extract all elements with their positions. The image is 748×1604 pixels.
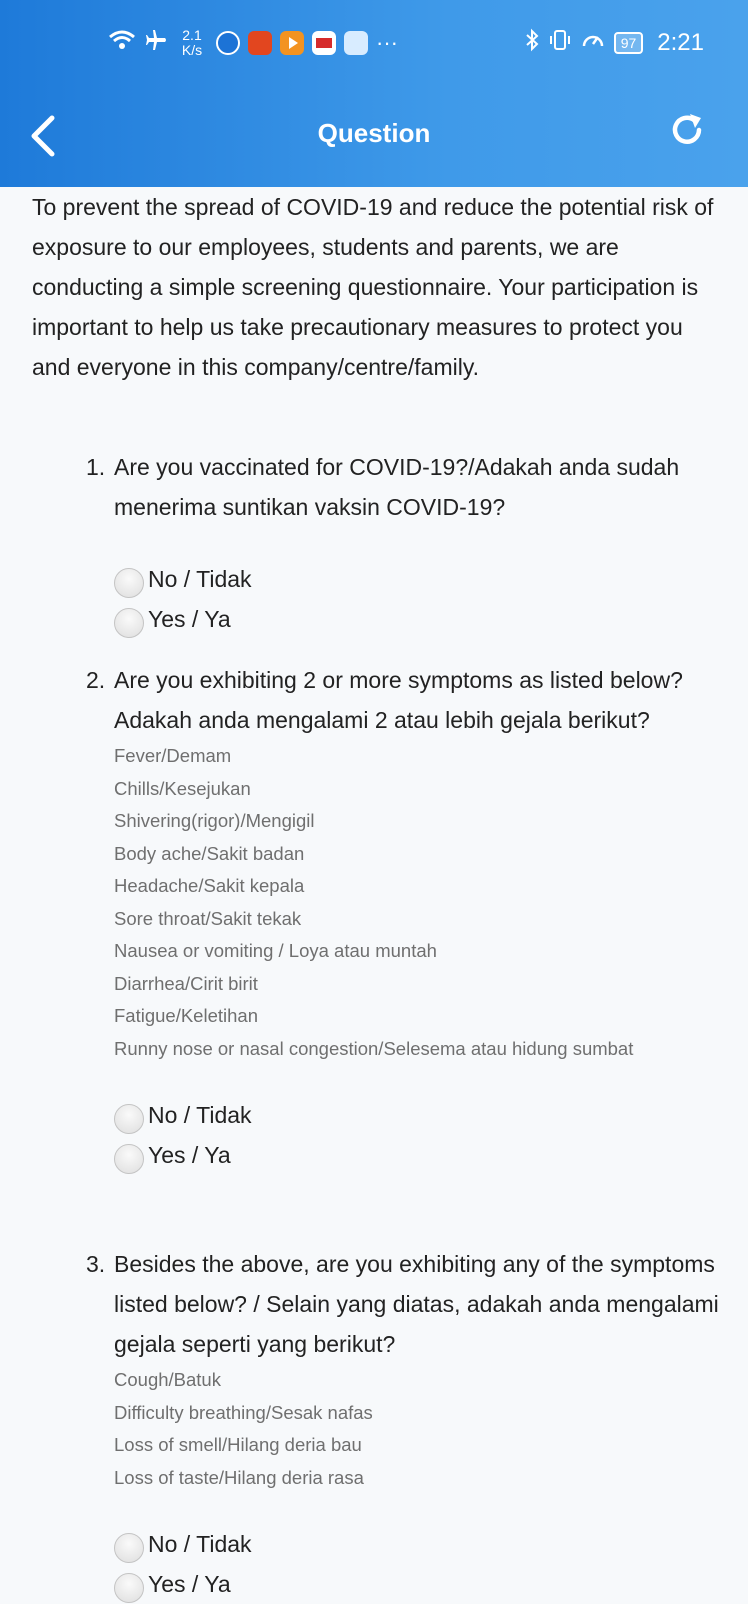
radio-button[interactable] [114, 568, 144, 598]
symptom-item: Fever/Demam [114, 745, 232, 766]
question-text: Are you vaccinated for COVID-19?/Adakah anda sudah menerima suntikan vaksin COVID-19? [114, 454, 680, 520]
clock: 2:21 [657, 29, 704, 56]
question-text: Are you exhibiting 2 or more symptoms as listed below? Adakah anda mengalami 2 atau lebih gejala berikut? [114, 667, 683, 733]
store-app-icon [344, 31, 368, 55]
symptom-item: Headache/Sakit kepala [114, 875, 305, 896]
symptom-item: Runny nose or nasal congestion/Selesema atau hidung sumbat [114, 1037, 634, 1059]
symptom-list [114, 1364, 726, 1494]
option-yes[interactable] [114, 1135, 726, 1175]
answer-options [114, 559, 726, 639]
status-bar [0, 22, 748, 66]
symptom-item: Shivering(rigor)/Mengigil [114, 810, 315, 831]
refresh-button[interactable] [668, 110, 708, 150]
refresh-icon [668, 110, 708, 150]
option-yes[interactable] [114, 599, 726, 639]
network-speed-value: 2.1 [182, 27, 202, 43]
video-app-icon [280, 31, 304, 55]
airplane-icon [144, 28, 168, 58]
option-label: Yes / Ya [148, 1141, 231, 1168]
radio-button[interactable] [114, 1533, 144, 1563]
option-label: No / Tidak [148, 565, 252, 592]
vibrate-icon [548, 28, 572, 58]
symptom-item: Diarrhea/Cirit birit [114, 972, 258, 994]
symptom-item: Difficulty breathing/Sesak nafas [114, 1401, 373, 1423]
browser-app-icon [216, 31, 240, 55]
symptom-item: Nausea or vomiting / Loya atau muntah [114, 940, 437, 961]
question-2 [86, 660, 726, 1175]
symptom-item: Chills/Kesejukan [114, 777, 251, 799]
network-speed [176, 28, 208, 58]
option-no[interactable] [114, 1524, 726, 1564]
radio-button[interactable] [114, 1144, 144, 1174]
answer-options [114, 1095, 726, 1175]
symptom-item: Loss of taste/Hilang deria rasa [114, 1466, 364, 1488]
wifi-icon [108, 29, 136, 57]
option-yes[interactable] [114, 1564, 726, 1604]
answer-options [114, 1524, 726, 1604]
symptom-item: Cough/Batuk [114, 1369, 221, 1390]
symptom-item: Loss of smell/Hilang deria bau [114, 1434, 362, 1455]
intro-text: To prevent the spread of COVID-19 and reduce the potential risk of exposure to our employees, students and parents, we are conducting a simple screening questionnaire. Your participation is important to help us take precautionary measures to protect you and everyone in this company/centre/family. [32, 194, 714, 380]
battery-indicator: 97 [614, 32, 644, 54]
network-speed-unit: K/s [181, 42, 203, 58]
question-text: Besides the above, are you exhibiting any of the symptoms listed below? / Selain yang diatas, adakah anda mengalami gejala seperti yang berikut? [114, 1251, 719, 1357]
bluetooth-icon [524, 28, 540, 58]
question-number: 2. [86, 667, 106, 693]
symptom-item: Fatigue/Keletihan [114, 1005, 258, 1026]
option-label: No / Tidak [148, 1101, 252, 1128]
symptom-item: Sore throat/Sakit tekak [114, 907, 302, 929]
question-number: 1. [86, 454, 106, 480]
option-label: Yes / Ya [148, 1570, 231, 1597]
option-no[interactable] [114, 1095, 726, 1135]
question-1 [86, 447, 726, 639]
radio-button[interactable] [114, 1573, 144, 1603]
option-no[interactable] [114, 559, 726, 599]
page-title: Question [317, 118, 431, 148]
question-3 [86, 1244, 726, 1604]
nav-bar [0, 96, 748, 176]
radio-button[interactable] [114, 1104, 144, 1134]
radio-button[interactable] [114, 608, 144, 638]
symptom-list [114, 740, 726, 1065]
app-header [0, 0, 748, 187]
option-label: Yes / Ya [148, 605, 231, 632]
question-number: 3. [86, 1251, 106, 1277]
shopping-app-icon [248, 31, 272, 55]
more-notifications-icon: ··· [376, 30, 398, 55]
option-label: No / Tidak [148, 1530, 252, 1557]
data-saver-icon [580, 28, 606, 58]
symptom-item: Body ache/Sakit badan [114, 842, 305, 864]
news-app-icon [312, 31, 336, 55]
